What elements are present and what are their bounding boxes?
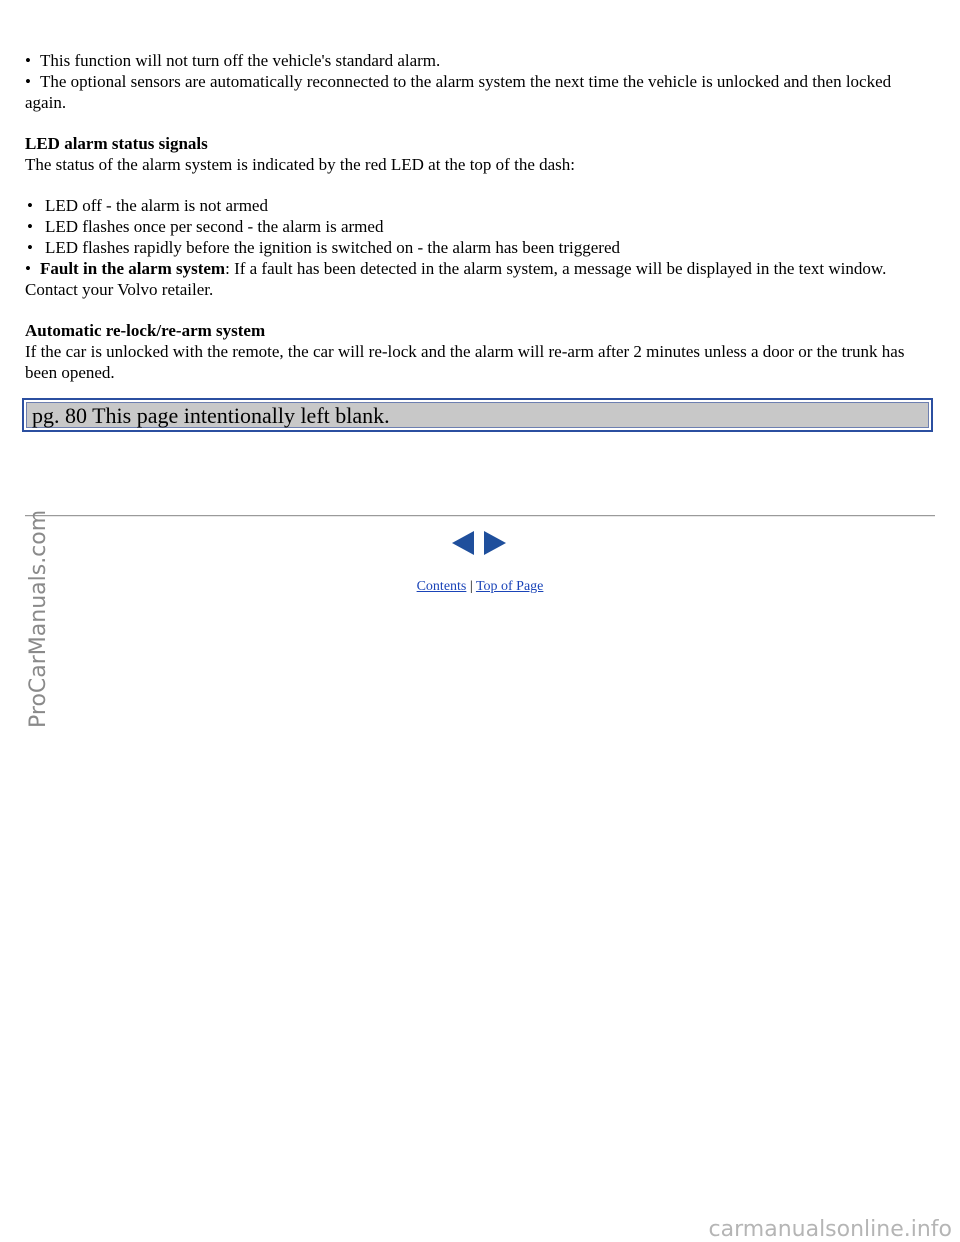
side-watermark: ProCarManuals.com xyxy=(26,509,51,728)
arrow-right-icon[interactable] xyxy=(484,531,506,555)
led-section-heading: LED alarm status signals xyxy=(25,134,208,153)
led-status-list xyxy=(25,195,935,258)
manual-content xyxy=(25,50,935,383)
note-text: This function will not turn off the vehicle's standard alarm. xyxy=(40,51,441,70)
relock-section-text: If the car is unlocked with the remote, the car will re-lock and the alarm will re-arm after 2 minutes unless a door or the trunk has been opened. xyxy=(25,342,905,382)
note-text: The optional sensors are automatically reconnected to the alarm system the next time the vehicle is unlocked and then locked again. xyxy=(25,72,892,112)
relock-section-heading: Automatic re-lock/re-arm system xyxy=(25,321,266,340)
page-navigation xyxy=(450,528,510,558)
bullet-dot: • xyxy=(25,259,31,278)
fault-label: Fault in the alarm system xyxy=(40,259,226,278)
bullet-dot: • xyxy=(25,72,31,91)
divider xyxy=(25,515,935,517)
bullet-dot: • xyxy=(25,51,31,70)
list-item: • LED off - the alarm is not armed xyxy=(27,196,268,215)
list-item: • LED flashes rapidly before the ignition is switched on - the alarm has been triggered xyxy=(27,238,620,257)
list-item: • LED flashes once per second - the alarm is armed xyxy=(27,217,384,236)
link-separator: | xyxy=(469,579,473,594)
footer-links xyxy=(0,578,960,596)
top-of-page-link[interactable]: Top of Page xyxy=(475,579,544,594)
led-section-intro: The status of the alarm system is indicated by the red LED at the top of the dash: xyxy=(25,155,575,174)
arrow-left-icon[interactable] xyxy=(452,531,474,555)
page-banner-text: pg. 80 This page intentionally left blank. xyxy=(26,402,929,428)
page-banner xyxy=(22,398,933,432)
note-bullet xyxy=(25,71,935,113)
fault-bullet xyxy=(25,258,935,300)
fault-text: : If a fault has been detected in the alarm system, a message will be displayed in the text window. Contact your Volvo retailer. xyxy=(25,259,887,299)
bottom-watermark: carmanualsonline.info xyxy=(708,1217,952,1242)
note-bullet xyxy=(25,50,935,71)
nav-arrows-graphic xyxy=(450,528,510,558)
contents-link[interactable]: Contents xyxy=(416,579,467,594)
